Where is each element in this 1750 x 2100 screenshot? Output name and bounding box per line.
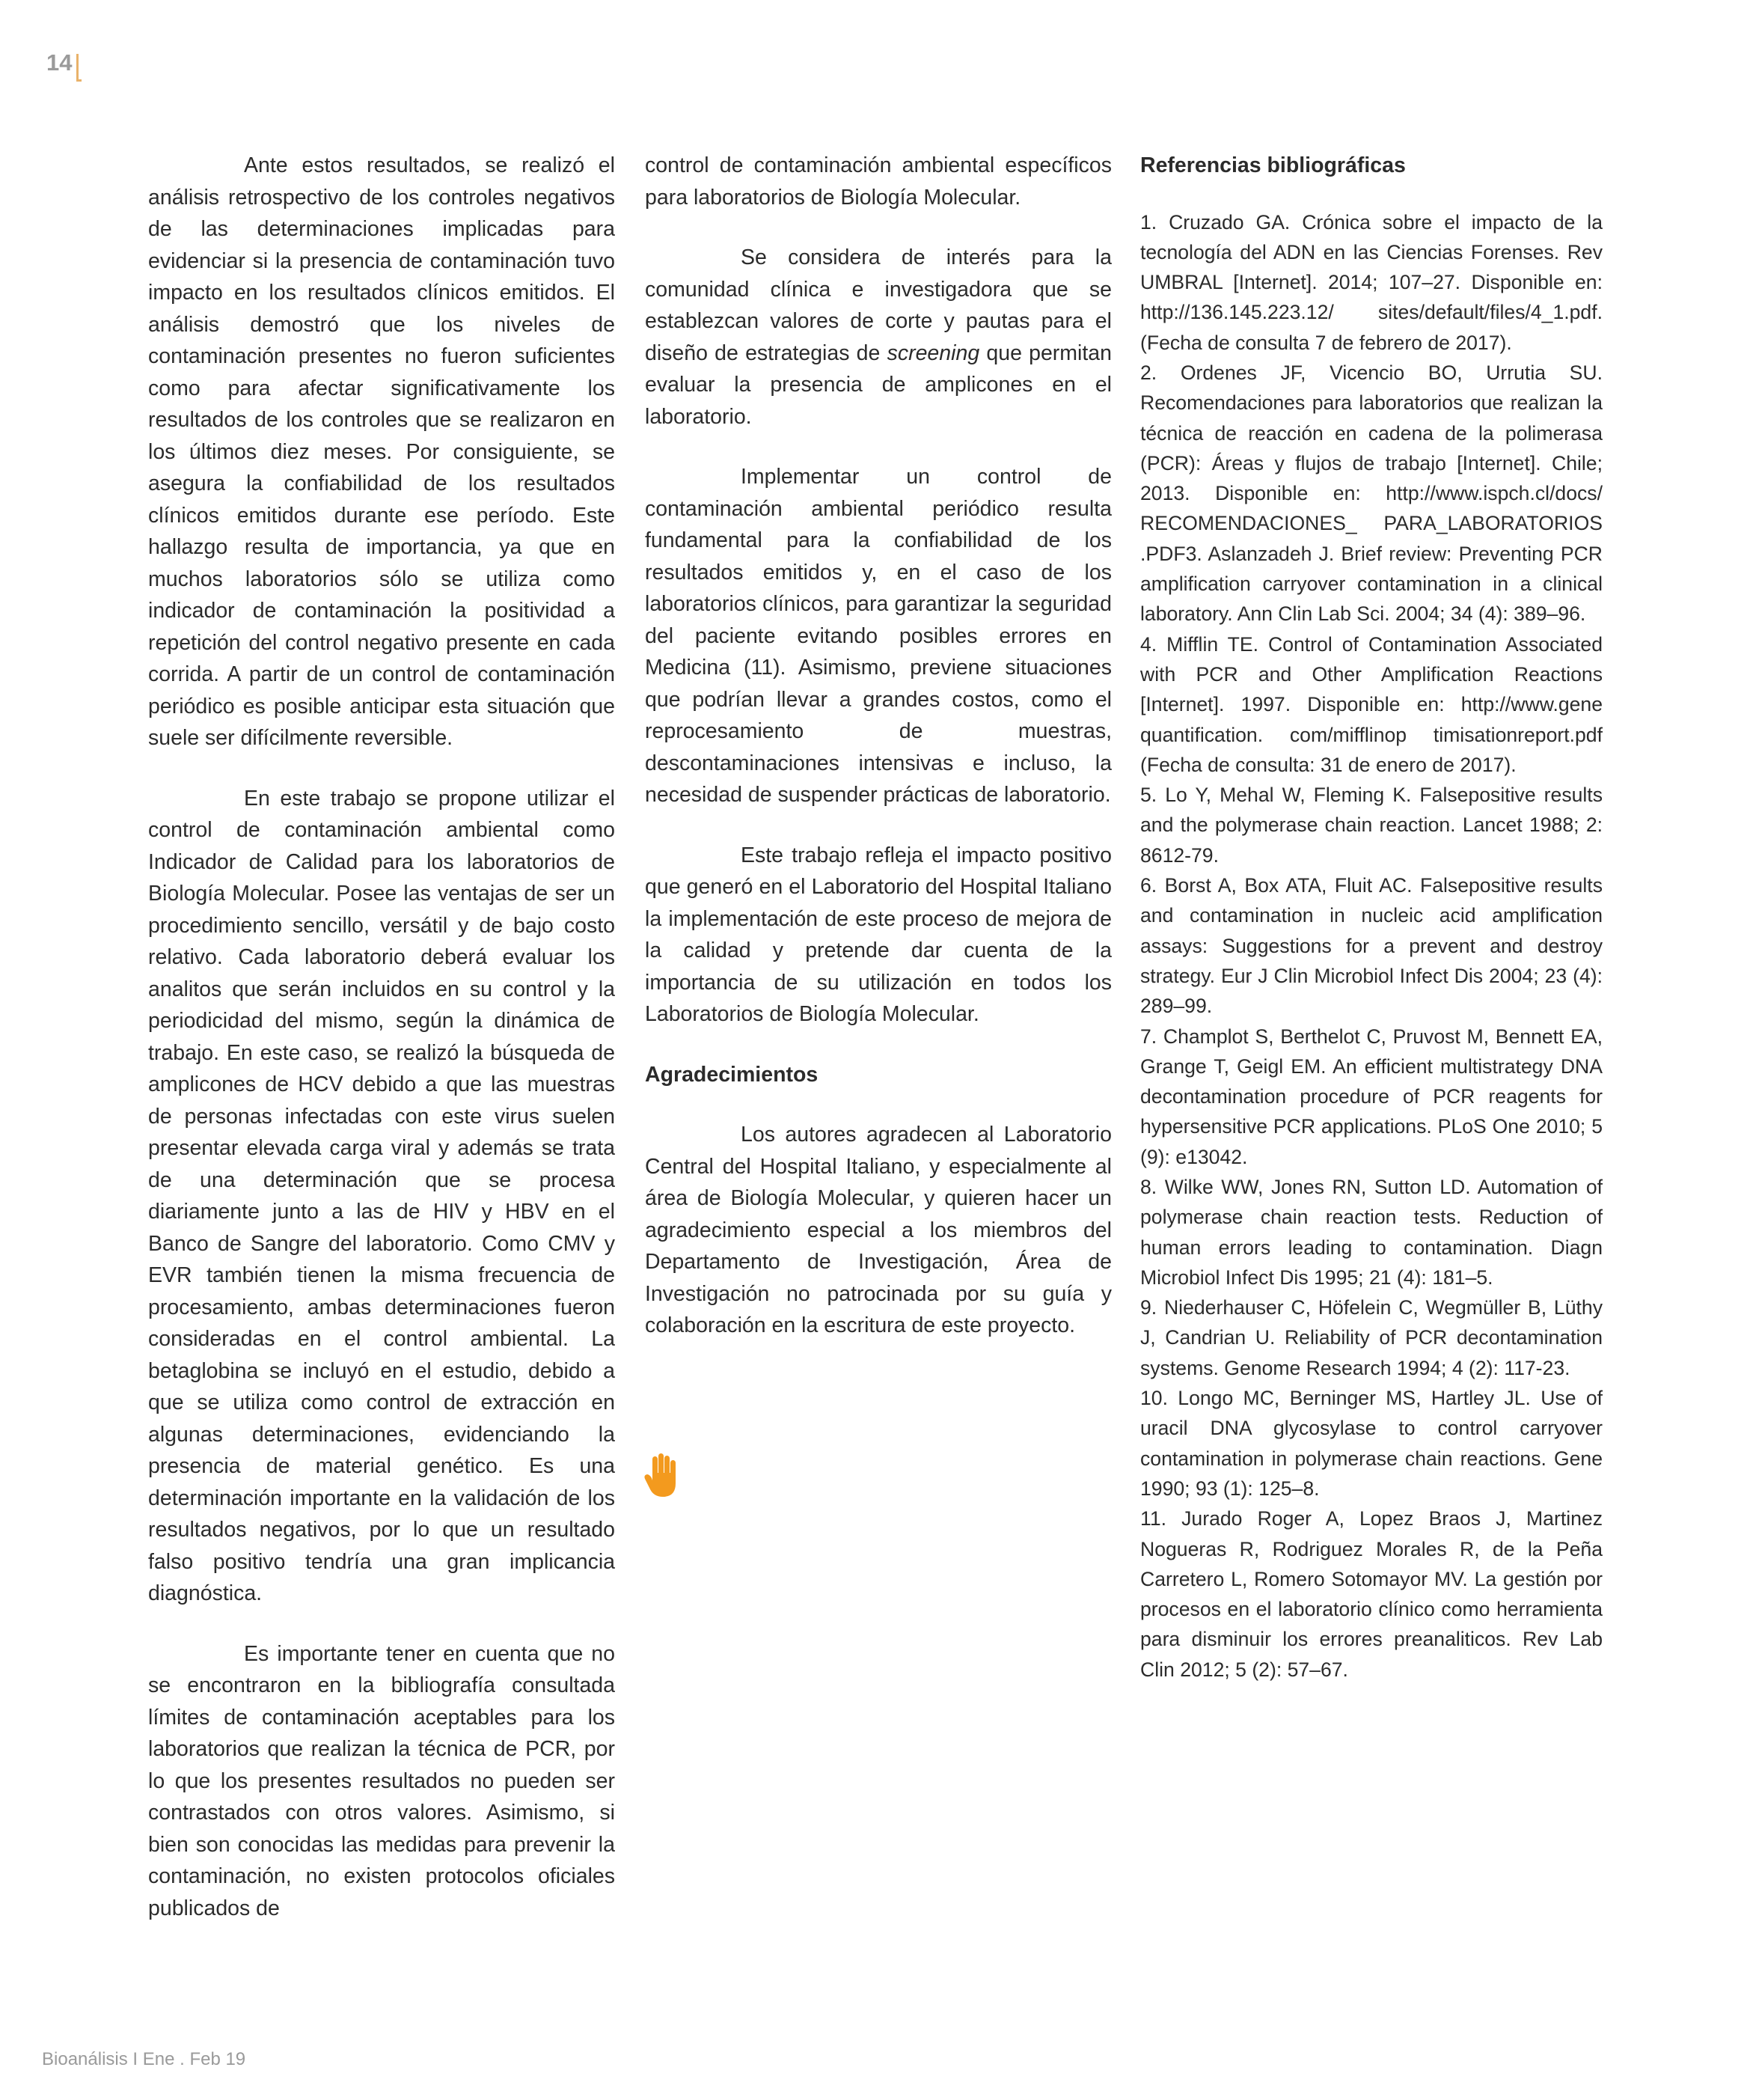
reference-item: 7. Champlot S, Berthelot C, Pruvost M, Bennett EA, Grange T, Geigl EM. An efficient multistrategy DNA decontamination procedure of PCR reagents for hypersensitive PCR applications. PLoS One 2010; 5 (9): e13042. [1140, 1025, 1603, 1168]
body-paragraph: Es importante tener en cuenta que no se encontraron en la bibliografía consultada límites de contaminación aceptables para los laboratorios que realizan la técnica de PCR, por lo que los presentes resultados no pueden ser contrastados con otros valores. Asimismo, si bien son conocidas las medidas para prevenir la contaminación, no existen protocolos oficiales publicados de [148, 1641, 615, 1920]
body-paragraph: En este trabajo se propone utilizar el control de contaminación ambiental como Indicador de Calidad para los laboratorios de Biología Molecular. Posee las ventajas de ser un procedimiento sencillo, versátil y de bajo costo relativo. Cada laboratorio deberá evaluar los analitos que serán incluidos en su control y la periodicidad del mismo, según la dinámica de trabajo. En este caso, se realizó la búsqueda de amplicones de HCV debido a que las muestras de personas infectadas con este virus suelen presentar elevada carga viral y además se trata de una determinación que se procesa diariamente junto a las de HIV y HBV en el Banco de Sangre del laboratorio. Como CMV y EVR también tienen la misma frecuencia de procesamiento, ambas determinaciones fueron consideradas en el control ambiental. La betaglobina se incluyó en el estudio, debido a que se utiliza como control de extracción en algunas determinaciones, evidenciando la presencia de material genético. Es una determinación importante en la validación de los resultados negativos, por lo que un resultado falso positivo tendría una gran implicancia diagnóstica. [148, 786, 615, 1605]
body-paragraph: Implementar un control de contaminación ambiental periódico resulta fundamental para la confiabilidad de los resultados emitidos y, en el caso de los laboratorios clínicos, para garantizar la seguridad del paciente evitando posibles errores en Medicina (11). Asimismo, previene situaciones que podrían llevar a grandes costos, como el reprocesamiento de muestras, descontaminaciones intensivas e incluso, la necesidad de suspender prácticas de laboratorio. [645, 465, 1112, 807]
reference-item: 2. Ordenes JF, Vicencio BO, Urrutia SU. Recomendaciones para laboratorios que realizan la técnica de reacción en cadena de la polimerasa (PCR): Áreas y flujos de trabajo [Internet]. Chile; 2013. Disponible en: http://www.ispch.cl/docs/ RECOMENDACIONES_ PARA_LABORATORIOS .PDF3. Aslanzadeh J. Brief review: Preventing PCR amplification carryover contamination in a clinical laboratory. Ann Clin Lab Sci. 2004; 34 (4): 389–96. [1140, 361, 1603, 626]
body-paragraph: Este trabajo refleja el impacto positivo que generó en el Laboratorio del Hospital Italiano la implementación de este proceso de mejora de la calidad y pretende dar cuenta de la importancia de su utilización en todos los Laboratorios de Biología Molecular. [645, 843, 1112, 1026]
column-2 [645, 150, 1112, 1370]
paragraph-text: que permitan evaluar la presencia de amplicones en el laboratorio. [645, 341, 1112, 429]
reference-item: 4. Mifflin TE. Control of Contamination Associated with PCR and Other Amplification Reactions [Internet]. 1997. Disponible en: http://www.gene quantification. com/mifflinop timisationreport.pdf (Fecha de consulta: 31 de enero de 2017). [1140, 632, 1603, 776]
acknowledgements-heading: Agradecimientos [645, 1062, 819, 1087]
reference-item: 9. Niederhauser C, Höfelein C, Wegmüller B, Lüthy J, Candrian U. Reliability of PCR decontamination systems. Genome Research 1994; 4 (2): 117-23. [1140, 1296, 1603, 1379]
page-number-mark [76, 54, 82, 82]
acknowledgements-paragraph: Los autores agradecen al Laboratorio Central del Hospital Italiano, y especialmente al área de Biología Molecular, y quieren hacer un agradecimiento especial a los miembros del Departamento de Investigación, Área de Investigación no patrocinada por su guía y colaboración en la escritura de este proyecto. [645, 1123, 1112, 1337]
body-paragraph [645, 242, 1112, 433]
column-1 [148, 150, 615, 1953]
reference-item: 8. Wilke WW, Jones RN, Sutton LD. Automation of polymerase chain reaction tests. Reduction of human errors leading to contamination. Diagn Microbiol Infect Dis 1995; 21 (4): 181–5. [1140, 1176, 1603, 1289]
reference-item: 10. Longo MC, Berninger MS, Hartley JL. Use of uracil DNA glycosylase to control carryover contamination in polymerase chain reactions. Gene 1990; 93 (1): 125–8. [1140, 1387, 1603, 1500]
reference-item: 6. Borst A, Box ATA, Fluit AC. Falsepositive results and contamination in nucleic acid amplification assays: Suggestions for a prevent and destroy strategy. Eur J Clin Microbiol Infect Dis 2004; 23 (4): 289–99. [1140, 874, 1603, 1018]
page-number: 14 [46, 49, 73, 76]
body-paragraph: control de contaminación ambiental específicos para laboratorios de Biología Molecular. [645, 153, 1112, 210]
footer-publication: Bioanálisis I Ene . Feb 19 [42, 2049, 246, 2069]
raised-hand-icon [643, 1453, 679, 1498]
references-list [1140, 207, 1603, 1685]
column-3 [1140, 150, 1603, 1685]
italic-term: screening [887, 341, 980, 365]
body-paragraph: Ante estos resultados, se realizó el análisis retrospectivo de los controles negativos de las determinaciones implicadas para evidenciar si la presencia de contaminación tuvo impacto en los resultados clínicos emitidos. El análisis demostró que los niveles de contaminación presentes no fueron suficientes como para afectar significativamente los resultados de los controles que se realizaron en los últimos diez meses. Por consiguiente, se asegura la confiabilidad de los resultados clínicos emitidos durante ese período. Este hallazgo resulta de importancia, ya que en muchos laboratorios sólo se utiliza como indicador de contaminación la positividad a repetición del control negativo presente en cada corrida. A partir de un control de contaminación periódico es posible anticipar esta situación que suele ser difícilmente reversible. [148, 153, 615, 750]
references-heading: Referencias bibliográficas [1140, 153, 1406, 177]
reference-item: 1. Cruzado GA. Crónica sobre el impacto de la tecnología del ADN en las Ciencias Forenses. Rev UMBRAL [Internet]. 2014; 107–27. Disponible en: http://136.145.223.12/ sites/default/files/4_1.pdf. (Fecha de consulta 7 de febrero de 2017). [1140, 210, 1603, 354]
paragraph-text: Se considera de interés para la comunidad clínica e investigadora que se establezcan valores de corte y pautas para el diseño de estrategias de [645, 245, 1112, 365]
reference-item: 5. Lo Y, Mehal W, Fleming K. Falsepositive results and the polymerase chain reaction. Lancet 1988; 2: 8612-79. [1140, 784, 1603, 867]
reference-item: 11. Jurado Roger A, Lopez Braos J, Martinez Nogueras R, Rodriguez Morales R, de la Peña Carretero L, Romero Sotomayor MV. La gestión por procesos en el laboratorio clínico como herramienta para disminuir los errores preanaliticos. Rev Lab Clin 2012; 5 (2): 57–67. [1140, 1507, 1603, 1681]
